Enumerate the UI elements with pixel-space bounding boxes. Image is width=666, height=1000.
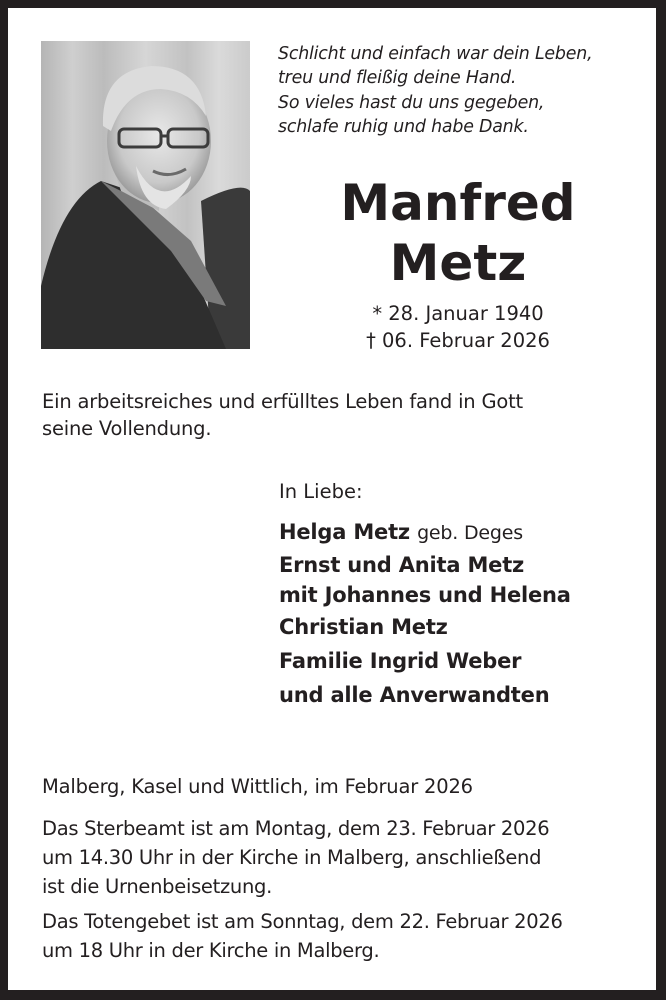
portrait-photo [41, 41, 250, 349]
service-line: um 14.30 Uhr in der Kirche in Malberg, anschließend [42, 846, 542, 869]
mourner [279, 515, 649, 550]
service-info [42, 814, 657, 971]
mourner: Ernst und Anita Metz [279, 553, 525, 577]
lead-line: Ein arbeitsreiches und erfülltes Leben fand in Gott [42, 390, 523, 413]
prayer-service-info [42, 907, 657, 965]
memorial-poem [278, 42, 648, 140]
life-dates [308, 300, 608, 354]
lead-text [42, 388, 642, 442]
service-line: Das Totengebet ist am Sonntag, dem 22. Februar 2026 [42, 910, 563, 933]
service-line: Das Sterbeamt ist am Montag, dem 23. Februar 2026 [42, 817, 550, 840]
place-and-date: Malberg, Kasel und Wittlich, im Februar 2026 [42, 775, 473, 798]
poem-line: treu und fleißig deine Hand. [278, 68, 517, 89]
mourner: und alle Anverwandten [279, 683, 550, 707]
mourners-intro: In Liebe: [279, 480, 363, 503]
deceased-first-name: Manfred [340, 174, 576, 232]
mourner: Christian Metz [279, 615, 448, 639]
mourner-note: geb. Deges [417, 522, 523, 544]
death-date: † 06. Februar 2026 [366, 329, 550, 352]
mourner-name: Helga Metz [279, 520, 410, 544]
portrait-image [41, 41, 250, 349]
service-line: ist die Urnenbeisetzung. [42, 875, 272, 898]
mourner: mit Johannes und Helena [279, 583, 571, 607]
poem-line: schlafe ruhig und habe Dank. [278, 117, 529, 138]
lead-line: seine Vollendung. [42, 417, 212, 440]
mourner: Familie Ingrid Weber [279, 649, 522, 673]
poem-line: So vieles hast du uns gegeben, [278, 92, 545, 113]
obituary-card [8, 8, 656, 990]
birth-date: * 28. Januar 1940 [372, 302, 544, 325]
poem-line: Schlicht und einfach war dein Leben, [278, 44, 593, 64]
mourners-list [279, 478, 649, 712]
funeral-mass-info [42, 814, 657, 901]
service-line: um 18 Uhr in der Kirche in Malberg. [42, 939, 380, 962]
deceased-last-name: Metz [389, 234, 527, 292]
